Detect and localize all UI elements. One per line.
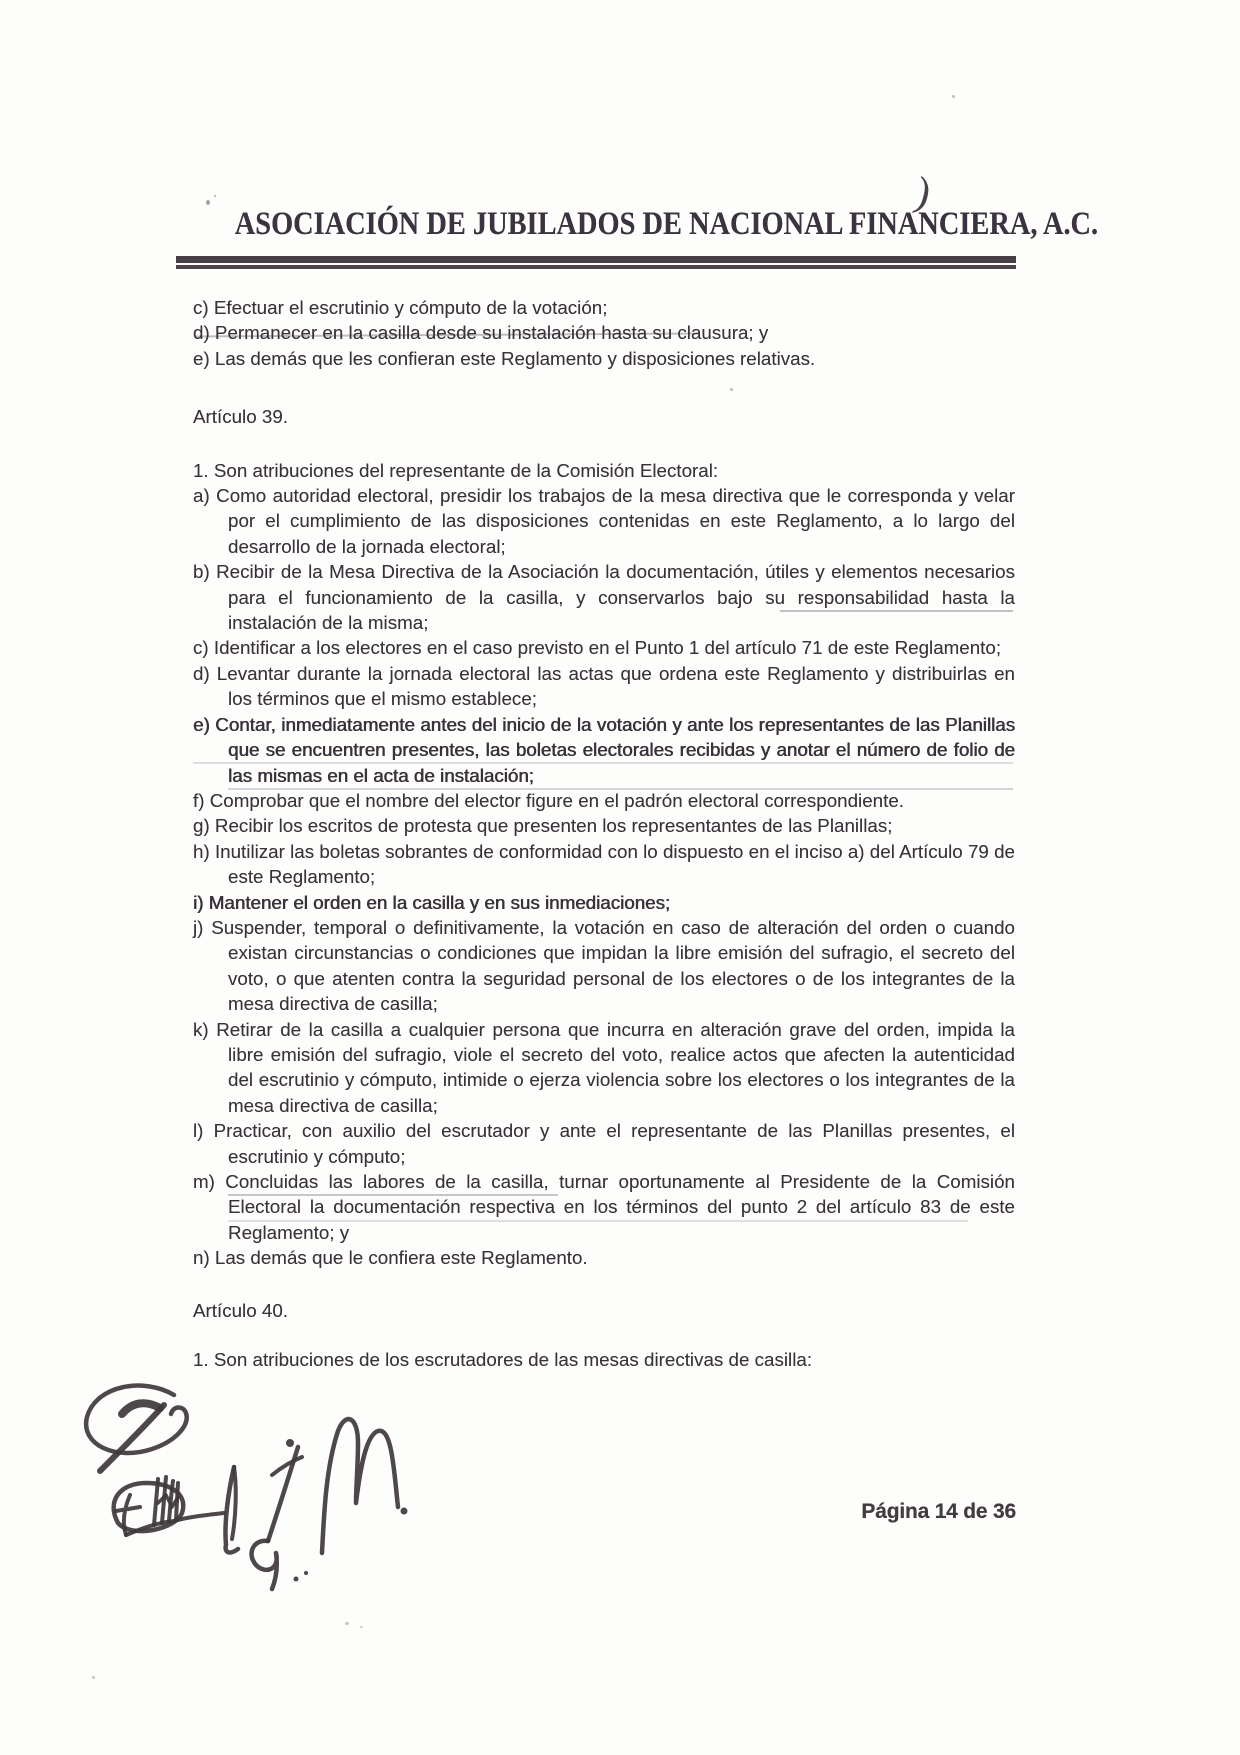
item-label: g) [193,815,210,837]
list-item: e) Contar, inmediatamente antes del inicio de la votación y ante los representantes de las Planillas que se encuentren presentes, las boletas electorales recibidas y anotar el número de folio de las mismas en el acta de instalación; [193,713,1015,786]
list-item: e) Las demás que les confieran este Reglamento y disposiciones relativas. [193,347,816,369]
list-item: j) Suspender, temporal o definitivamente, la votación en caso de alteración del orden o cuando existan circunstancias o condiciones que impidan la libre emisión del sufragio, el secreto del voto, o que atenten contra la seguridad personal de los electores o de los integrantes de la mesa directiva de casilla; [193,916,1015,1015]
list-item: c) Identificar a los electores en el caso previsto en el Punto 1 del artículo 71 de este Reglamento; [193,637,1002,659]
list-item: m) Concluidas las labores de la casilla, turnar oportunamente al Presidente de la Comisión Electoral la documentación respectiva en los términos del punto 2 del artículo 83 de este Reglamento; y [193,1171,1015,1243]
item-label: e) [193,347,210,369]
item-label: d) [193,662,210,684]
spacer [193,430,1015,458]
item-label: h) [193,840,210,862]
item-label: k) [193,1018,209,1040]
list-item: h) Inutilizar las boletas sobrantes de conformidad con lo dispuesto en el inciso a) del Artículo 79 de este Reglamento; [193,840,1015,888]
list-item: g) Recibir los escritos de protesta que presenten los representantes de las Planillas; [193,815,893,837]
article-heading: Artículo 40. [193,1299,288,1321]
list-item: b) Recibir de la Mesa Directiva de la Asociación la documentación, útiles y elementos necesarios para el funcionamiento de la casilla, y conservarlos bajo su responsabilidad hasta la instalación de la misma; [193,561,1015,634]
item-label: e) [193,713,210,735]
signature-scribble [74,1383,419,1598]
page-number: Página 14 de 36 [861,1500,1016,1523]
list-item: l) Practicar, con auxilio del escrutador y ante el representante de las Planillas presentes, el escrutinio y cómputo; [193,1120,1015,1167]
article-heading: Artículo 39. [193,406,288,428]
list-item: d) Permanecer en la casilla desde su instalación hasta su clausura; y [193,320,1015,345]
spacer [193,1271,1015,1298]
item-label: j) [193,916,204,938]
item-label: f) [193,789,205,811]
item-label: n) [193,1247,210,1269]
scan-speck [952,95,955,98]
title-underline [176,256,1016,269]
list-item: i) Mantener el orden en la casilla y en sus inmediaciones; [193,891,671,913]
item-label: i) [193,891,204,913]
list-item: n) Las demás que le confiera este Reglamento. [193,1247,588,1269]
item-label: c) [193,637,209,659]
scan-speck [345,1622,349,1625]
list-item: d) Levantar durante la jornada electoral las actas que ordena este Reglamento y distribuirlas en los términos que el mismo establece; [193,662,1015,710]
scan-speck [206,200,210,205]
list-item: a) Como autoridad electoral, presidir los trabajos de la mesa directiva que le corresponda y velar por el cumplimiento de las disposiciones contenidas en este Reglamento, a lo largo del desarrollo de la jornada electoral; [193,485,1015,557]
spacer [193,371,1015,404]
list-intro: 1. Son atribuciones del representante de la Comisión Electoral: [193,459,719,481]
item-label: a) [193,485,210,507]
list-item: c) Efectuar el escrutinio y cómputo de la votación; [193,297,608,318]
document-body [193,295,1015,1372]
item-label: l) [193,1120,204,1142]
list-item: f) Comprobar que el nombre del elector figure en el padrón electoral correspondiente. [193,789,904,811]
item-label: d) [193,322,210,344]
item-label: c) [193,297,209,318]
spacer [193,1323,1015,1347]
page-title: ASOCIACIÓN DE JUBILADOS DE NACIONAL FINANCIERA, A.C. [234,206,1099,242]
stray-pen-mark: ) [910,168,936,218]
scan-speck [360,1626,363,1628]
item-label: b) [193,561,210,583]
list-item: k) Retirar de la casilla a cualquier persona que incurra en alteración grave del orden, impida la libre emisión del sufragio, viole el secreto del voto, realice actos que afecten la autenticidad del escrutinio y cómputo, intimide o ejerza violencia sobre los electores o los integrantes de la mesa directiva de casilla; [193,1018,1015,1116]
scan-speck [214,195,216,197]
scan-speck [92,1676,95,1679]
list-intro: 1. Son atribuciones de los escrutadores de las mesas directivas de casilla: [193,1349,813,1371]
item-label: m) [193,1171,215,1192]
